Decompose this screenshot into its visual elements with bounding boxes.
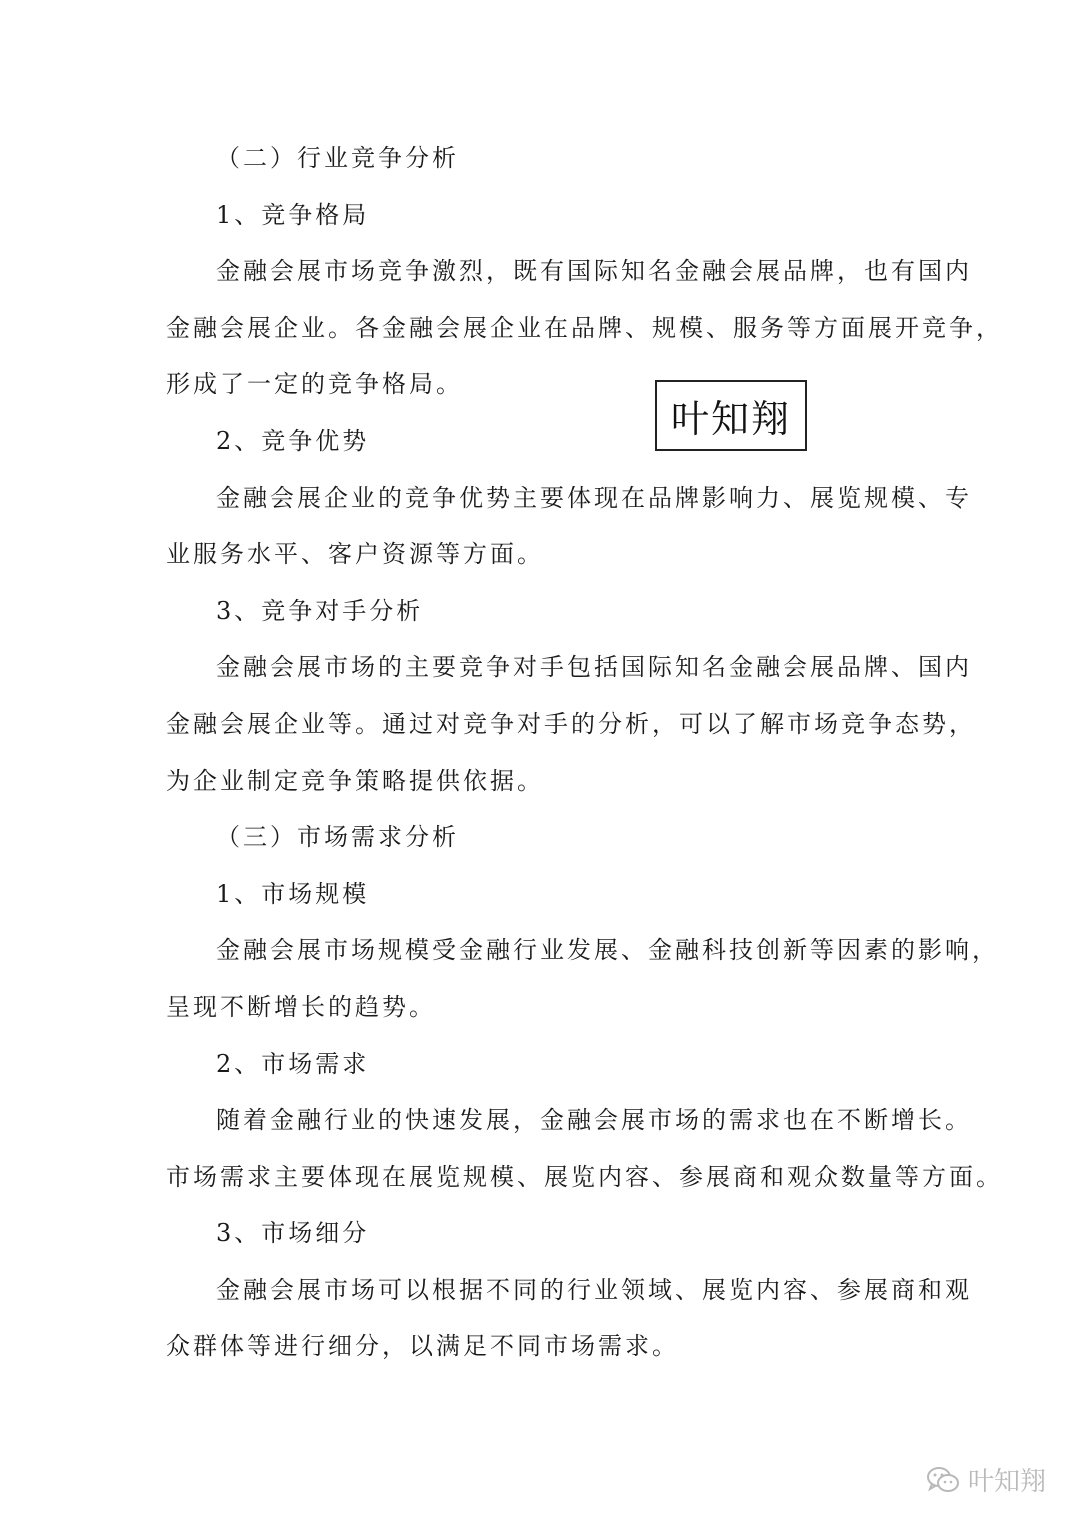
- paragraph-line: 市场需求主要体现在展览规模、展览内容、参展商和观众数量等方面。: [166, 1162, 1003, 1191]
- paragraph-line: 金融会展市场竞争激烈，既有国际知名金融会展品牌，也有国内: [216, 257, 972, 286]
- wechat-icon: [926, 1466, 960, 1494]
- subheading: 2、市场需求: [216, 1049, 370, 1078]
- section-heading: （二）行业竞争分析: [216, 144, 459, 172]
- subheading: 1、竞争格局: [216, 200, 370, 229]
- paragraph-line: 为企业制定竞争策略提供依据。: [166, 766, 544, 795]
- paragraph-line: 金融会展企业。各金融会展企业在品牌、规模、服务等方面展开竞争，: [166, 313, 1003, 342]
- paragraph-line: 呈现不断增长的趋势。: [166, 992, 436, 1021]
- document-body: [166, 130, 1003, 1375]
- name-stamp: 叶知翔: [655, 380, 807, 451]
- paragraph-line: 业服务水平、客户资源等方面。: [166, 540, 544, 569]
- subheading: 3、竞争对手分析: [216, 596, 424, 625]
- subheading: 3、市场细分: [216, 1219, 370, 1248]
- watermark-text: 叶知翔: [967, 1467, 1046, 1497]
- paragraph-line: 金融会展市场规模受金融行业发展、金融科技创新等因素的影响，: [216, 936, 999, 965]
- subheading: 1、市场规模: [216, 879, 370, 908]
- watermark: [926, 1461, 1046, 1498]
- paragraph-line: 金融会展企业的竞争优势主要体现在品牌影响力、展览规模、专: [216, 483, 972, 512]
- paragraph-line: 众群体等进行细分，以满足不同市场需求。: [166, 1332, 679, 1361]
- section-heading: （三）市场需求分析: [216, 823, 459, 852]
- paragraph-line: 随着金融行业的快速发展，金融会展市场的需求也在不断增长。: [216, 1106, 972, 1135]
- paragraph-line: 金融会展市场可以根据不同的行业领域、展览内容、参展商和观: [216, 1275, 972, 1304]
- subheading: 2、竞争优势: [216, 426, 370, 455]
- paragraph-line: 金融会展企业等。通过对竞争对手的分析，可以了解市场竞争态势，: [166, 709, 976, 738]
- paragraph-line: 金融会展市场的主要竞争对手包括国际知名金融会展品牌、国内: [216, 653, 972, 682]
- paragraph-line: 形成了一定的竞争格局。: [166, 370, 463, 399]
